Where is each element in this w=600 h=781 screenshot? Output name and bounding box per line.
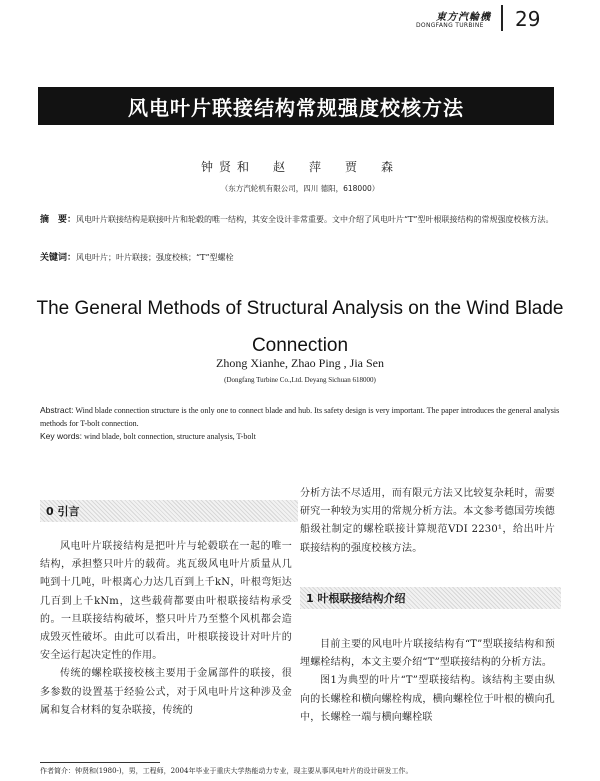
abstract-cn [40,212,555,228]
affiliation-en: (Dongfang Turbine Co.,Ltd. Deyang Sichuan 618000) [224,376,376,384]
journal-logo: 東方汽輪機 [436,12,491,23]
header-divider [501,5,503,31]
body-paragraph: 传统的螺栓联接校核主要用于金属部件的联接，很多参数的设置基于经验公式，对于风电叶片这种涉及金属和复合材料的复杂联接，传统的 [40,668,292,716]
keywords-cn-text: 风电叶片；叶片联接；强度校核；“T”型螺栓 [76,253,234,262]
affiliation-cn: （东方汽轮机有限公司，四川 德阳，618000） [220,184,380,193]
abstract-en-label: Abstract: [40,405,74,415]
abstract-cn-label: 摘 要： [40,215,77,225]
footnote-rule [40,762,160,763]
author-footnote: 作者简介：钟贤和(1980-)，男，工程师，2004年毕业于重庆大学热能动力专业，现主要从事风电叶片的设计研发工作。 [40,767,413,775]
body-paragraph: 目前主要的风电叶片联接结构有“T”型联接结构和预埋螺栓结构，本文主要介绍“T”型联接结构的分析方法。 [300,639,555,669]
section-heading-structure [300,587,561,609]
body-paragraph: 图1为典型的叶片“T”型联接结构。该结构主要由纵向的长螺栓和横向螺栓构成，横向螺栓位于叶根的横向孔中，长螺栓一端与横向螺栓联 [300,675,555,723]
authors-cn: 钟贤和 赵 萍 贾 森 [200,160,399,174]
keywords-en-text: wind blade, bolt connection, structure analysis, T-bolt [84,432,256,441]
paper-title-en: The General Methods of Structural Analysis on the Wind Blade Connection [36,298,564,356]
section-heading-introduction [40,500,298,522]
section-0-title: 0 引言 [46,505,80,518]
right-column-top [300,485,555,558]
body-paragraph: 分析方法不尽适用，而有限元方法又比较复杂耗时，需要研究一种较为实用的常规分析方法。本文参考德国劳埃德船级社制定的螺栓联接计算规范VDI 2230¹，给出叶片联接结构的强度校核方法。 [300,488,555,554]
right-column-bottom [300,636,555,727]
journal-name-en: DONGFANG TURBINE [416,22,484,29]
title-banner [38,87,554,125]
keywords-cn-label: 关键词： [40,253,77,263]
keywords-en-label: Key words: [40,431,83,441]
left-column [40,538,292,720]
abstract-en [40,404,560,430]
body-paragraph: 风电叶片联接结构是把叶片与轮毂联在一起的唯一结构，承担整只叶片的载荷。兆瓦级风电叶片质量从几吨到十几吨，叶根离心力达几百到上千kN，叶根弯矩达几百到上千kNm，这些载荷都要由叶根联接结构承受的。一旦联接结构破坏，整只叶片乃至整个风机都会造成毁灭性破坏。由此可以看出，叶根联接设计对叶片的安全运行起决定性的作用。 [40,541,292,662]
abstract-en-text: Wind blade connection structure is the only one to connect blade and hub. Its safety design is very important. The paper introduces the general analysis methods for T-bolt connection. [40,406,560,428]
keywords-cn [40,250,555,263]
section-1-title: 1 叶根联接结构介绍 [306,592,406,605]
authors-en: Zhong Xianhe, Zhao Ping , Jia Sen [216,356,384,370]
paper-title-cn: 风电叶片联接结构常规强度校核方法 [128,95,464,120]
keywords-en [40,431,560,441]
page-number: 29 [515,7,541,31]
abstract-cn-text: 风电叶片联接结构是联接叶片和轮毂的唯一结构，其安全设计非常重要。文中介绍了风电叶片“T”型叶根联接结构的常规强度校核方法。 [76,215,554,224]
